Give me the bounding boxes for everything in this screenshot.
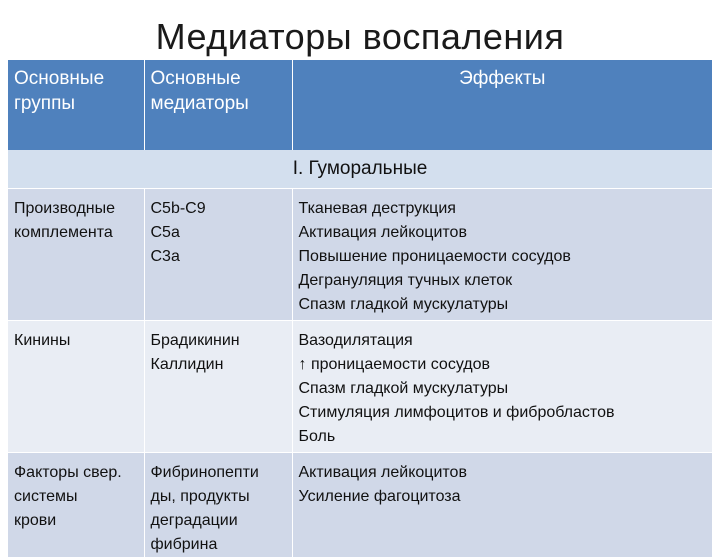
effects-cell: [292, 321, 712, 453]
mediator-line: C5b-C9: [150, 200, 206, 217]
mediators-cell: [144, 453, 292, 558]
mediator-line: деградации: [150, 512, 238, 529]
mediator-line: ды, продукты: [150, 488, 250, 505]
mediators-cell: [144, 189, 292, 321]
header-groups: [8, 60, 144, 150]
mediator-line: C5a: [150, 224, 180, 241]
group-cell: [8, 453, 144, 558]
mediator-line: C3a: [150, 248, 180, 265]
effect-line: Стимуляция лимфоцитов и фибробластов: [298, 404, 615, 421]
effect-line: Вазодилятация: [298, 332, 413, 349]
group-line: крови: [14, 512, 57, 529]
header-effects: Эффекты: [292, 60, 712, 150]
group-line: Кинины: [14, 332, 71, 349]
header-mediators: [144, 60, 292, 150]
effects-cell: [292, 189, 712, 321]
effect-line: Тканевая деструкция: [298, 200, 456, 217]
effect-line: Усиление фагоцитоза: [298, 488, 461, 505]
header-row: [8, 60, 712, 150]
header-mediators-line: Основные: [150, 68, 241, 89]
group-line: комплемента: [14, 224, 113, 241]
effect-line: Спазм гладкой мускулатуры: [298, 296, 509, 313]
group-line: Факторы свер.: [14, 464, 122, 481]
mediator-line: Фибринопепти: [150, 464, 259, 481]
section-row: [8, 150, 712, 189]
effect-line: Активация лейкоцитов: [298, 464, 467, 481]
effect-line: Дегрануляция тучных клеток: [298, 272, 513, 289]
section-title: I. Гуморальные: [8, 150, 712, 189]
effects-cell: [292, 453, 712, 558]
header-groups-line: группы: [14, 93, 76, 114]
effect-line: Активация лейкоцитов: [298, 224, 467, 241]
effect-line: Спазм гладкой мускулатуры: [298, 380, 509, 397]
mediators-table: [8, 60, 712, 558]
group-cell: [8, 189, 144, 321]
table-row: [8, 189, 712, 321]
slide-title: Медиаторы воспаления: [155, 16, 565, 57]
mediators-cell: [144, 321, 292, 453]
table-row: [8, 453, 712, 558]
mediator-line: Каллидин: [150, 356, 224, 373]
header-groups-line: Основные: [14, 68, 105, 89]
group-line: системы: [14, 488, 78, 505]
group-line: Производные: [14, 200, 116, 217]
effect-line: ↑ проницаемости сосудов: [298, 356, 491, 373]
header-mediators-line: медиаторы: [150, 93, 249, 114]
mediator-line: фибрина: [150, 536, 218, 553]
table-row: [8, 321, 712, 453]
mediator-line: Брадикинин: [150, 332, 240, 349]
group-cell: [8, 321, 144, 453]
effect-line: Боль: [298, 428, 336, 445]
mediators-table-container: [8, 60, 712, 553]
effect-line: Повышение проницаемости сосудов: [298, 248, 571, 265]
